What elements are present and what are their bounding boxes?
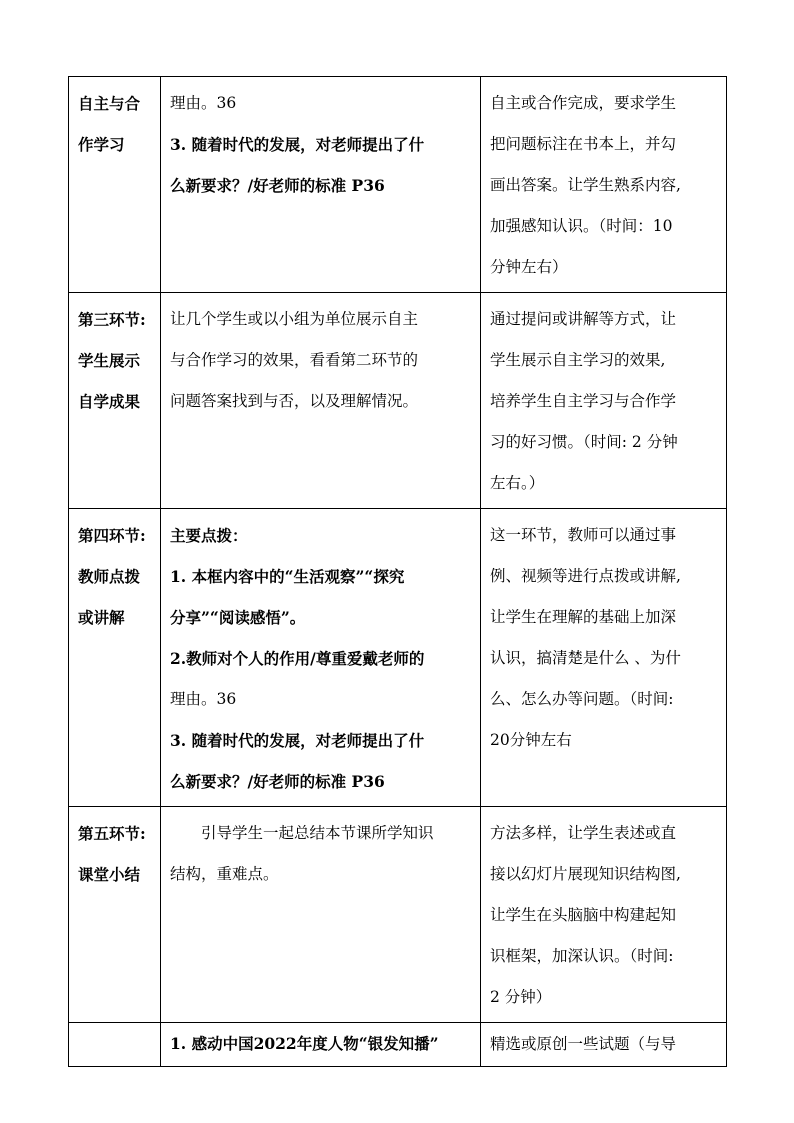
intent-line: 2 分钟） <box>490 988 552 1006</box>
intent-line: 通过提问或讲解等方式，让 <box>490 310 677 328</box>
stage-cell <box>69 77 161 293</box>
intent-line: 让学生在理解的基础上加深 <box>490 608 677 626</box>
intent-line: 20分钟左右 <box>490 731 572 749</box>
table-row <box>69 807 727 1023</box>
content-line: 3. 随着时代的发展，对老师提出了什 <box>170 731 425 750</box>
content-line: 3. 随着时代的发展，对老师提出了什 <box>170 135 425 154</box>
intent-line: 这一环节，教师可以通过事 <box>490 526 677 544</box>
stage-line: 课堂小结 <box>78 865 141 884</box>
content-cell <box>161 293 481 509</box>
intent-line: 例、视频等进行点拨或讲解, <box>490 567 681 585</box>
intent-line: 习的好习惯。（时间: 2 分钟 <box>490 433 678 451</box>
intent-cell <box>481 77 727 293</box>
content-cell <box>161 1023 481 1067</box>
intent-line: 自主或合作完成，要求学生 <box>490 94 677 112</box>
stage-cell <box>69 509 161 807</box>
stage-cell <box>69 1023 161 1067</box>
stage-line: 或讲解 <box>78 608 125 627</box>
intent-line: 么、怎么办等问题。（时间: <box>490 690 674 708</box>
content-line: 与合作学习的效果，看看第二环节的 <box>170 351 419 369</box>
content-line: 1. 本框内容中的“生活观察”“探究 <box>170 567 405 586</box>
intent-cell <box>481 1023 727 1067</box>
stage-line: 第五环节: <box>78 824 146 843</box>
content-line: 结构，重难点。 <box>170 865 279 883</box>
stage-line: 教师点拨 <box>78 567 141 586</box>
intent-line: 识框架，加深认识。（时间: <box>490 947 674 965</box>
intent-line: 让学生在头脑脑中构建起知 <box>490 906 677 924</box>
intent-line: 方法多样，让学生表述或直 <box>490 824 677 842</box>
content-line: 引导学生一起总结本节课所学知识 <box>201 824 434 842</box>
intent-cell <box>481 509 727 807</box>
intent-line: 认识，搞清楚是什么 、为什 <box>490 649 681 667</box>
lesson-plan-table <box>68 76 727 1067</box>
intent-cell <box>481 807 727 1023</box>
intent-cell <box>481 293 727 509</box>
intent-line: 培养学生自主学习与合作学 <box>490 392 677 410</box>
intent-line: 加强感知认识。（时间：10 <box>490 217 673 235</box>
intent-line: 分钟左右） <box>490 258 568 276</box>
content-line: 理由。36 <box>170 94 237 112</box>
content-cell <box>161 509 481 807</box>
intent-line: 画出答案。让学生熟系内容, <box>490 176 681 194</box>
stage-cell <box>69 293 161 509</box>
stage-line: 第三环节: <box>78 310 146 329</box>
intent-line: 把问题标注在书本上，并勾 <box>490 135 677 153</box>
intent-line: 学生展示自主学习的效果, <box>490 351 666 369</box>
content-line: 主要点拨： <box>170 526 248 545</box>
intent-line: 精选或原创一些试题（与导 <box>490 1035 677 1053</box>
content-line: 理由。36 <box>170 690 237 708</box>
content-line: 2.教师对个人的作用/尊重爱戴老师的 <box>170 649 425 668</box>
stage-line: 自学成果 <box>78 392 141 411</box>
stage-line: 学生展示 <box>78 351 141 370</box>
table-row <box>69 77 727 293</box>
table-row <box>69 293 727 509</box>
content-line: 1. 感动中国2022年度人物“银发知播” <box>170 1034 439 1053</box>
content-line: 么新要求？/好老师的标准 P36 <box>170 176 385 195</box>
intent-line: 左右。） <box>490 474 545 492</box>
content-line: 让几个学生或以小组为单位展示自主 <box>170 310 419 328</box>
stage-line: 作学习 <box>78 135 125 154</box>
intent-line: 接以幻灯片展现知识结构图, <box>490 865 681 883</box>
table-row <box>69 1023 727 1067</box>
table-row <box>69 509 727 807</box>
stage-line: 第四环节: <box>78 526 146 545</box>
content-line: 么新要求？/好老师的标准 P36 <box>170 772 385 791</box>
stage-line: 自主与合 <box>78 94 141 113</box>
content-cell <box>161 807 481 1023</box>
stage-cell <box>69 807 161 1023</box>
content-line: 分享”“阅读感悟”。 <box>170 608 306 627</box>
content-cell <box>161 77 481 293</box>
content-line: 问题答案找到与否，以及理解情况。 <box>170 392 419 410</box>
